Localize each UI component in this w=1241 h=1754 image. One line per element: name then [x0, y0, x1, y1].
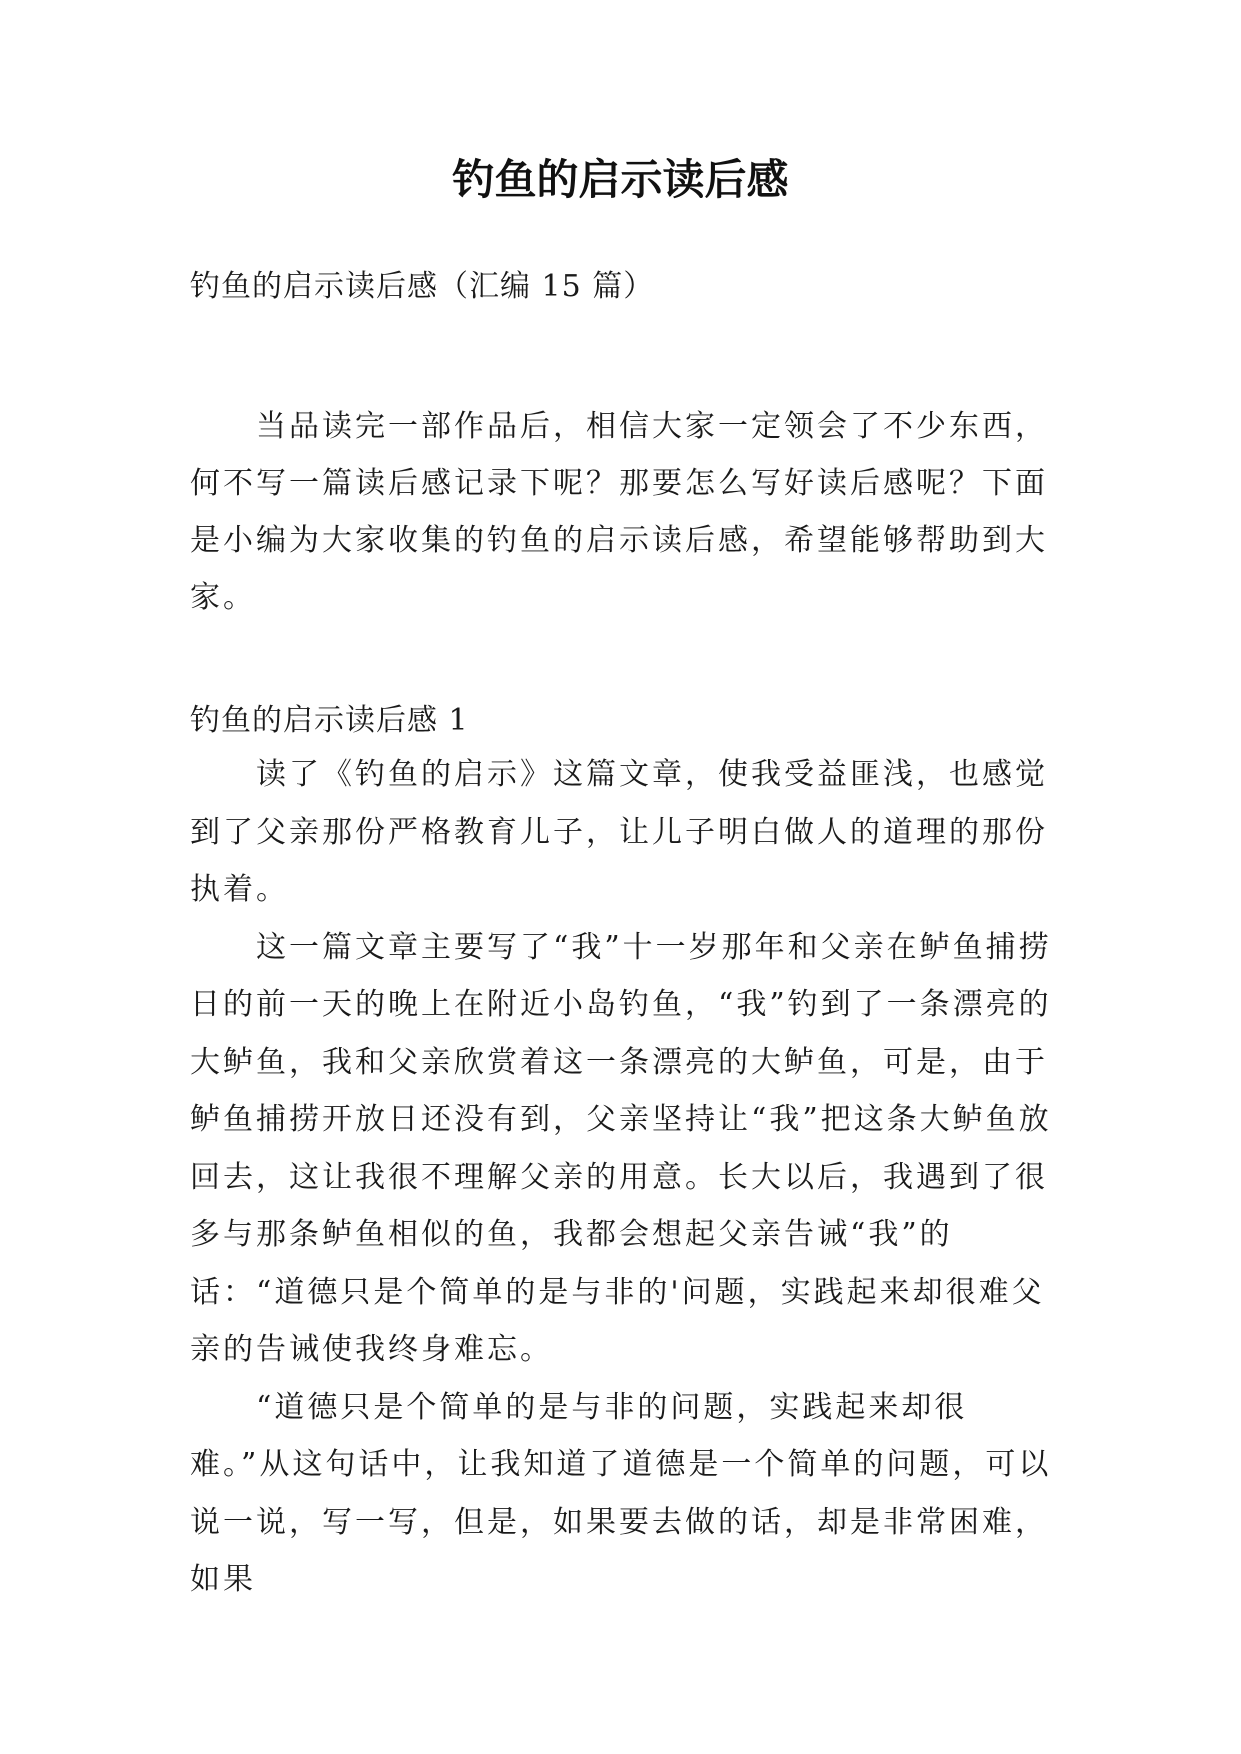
intro-paragraph: 当品读完一部作品后，相信大家一定领会了不少东西，何不写一篇读后感记录下呢？那要怎么写好读后感呢？下面是小编为大家收集的钓鱼的启示读后感，希望能够帮助到大家。	[190, 409, 1048, 615]
article-body	[190, 746, 1060, 1609]
document-subtitle: 钓鱼的启示读后感（汇编 15 篇）	[190, 269, 655, 304]
article-paragraph: 这一篇文章主要写了“我”十一岁那年和父亲在鲈鱼捕捞日的前一天的晚上在附近小岛钓鱼，“我”钓到了一条漂亮的大鲈鱼，我和父亲欣赏着这一条漂亮的大鲈鱼，可是，由于鲈鱼捕捞开放日还没有到，父亲坚持让“我”把这条大鲈鱼放回去，这让我很不理解父亲的用意。长大以后，我遇到了很多与那条鲈鱼相似的鱼，我都会想起父亲告诫“我”的话：“道德只是个简单的是与非的'问题，实践起来却很难父亲的告诫使我终身难忘。	[190, 929, 1052, 1367]
article-paragraph: “道德只是个简单的是与非的问题，实践起来却很难。”从这句话中，让我知道了道德是一个简单的问题，可以说一说，写一写，但是，如果要去做的话，却是非常困难，如果	[190, 1389, 1052, 1597]
document-title: 钓鱼的启示读后感	[452, 155, 789, 204]
section-heading: 钓鱼的启示读后感 1	[190, 703, 469, 738]
article-paragraph: 读了《钓鱼的启示》这篇文章，使我受益匪浅，也感觉到了父亲那份严格教育儿子，让儿子明白做人的道理的那份执着。	[190, 757, 1048, 907]
